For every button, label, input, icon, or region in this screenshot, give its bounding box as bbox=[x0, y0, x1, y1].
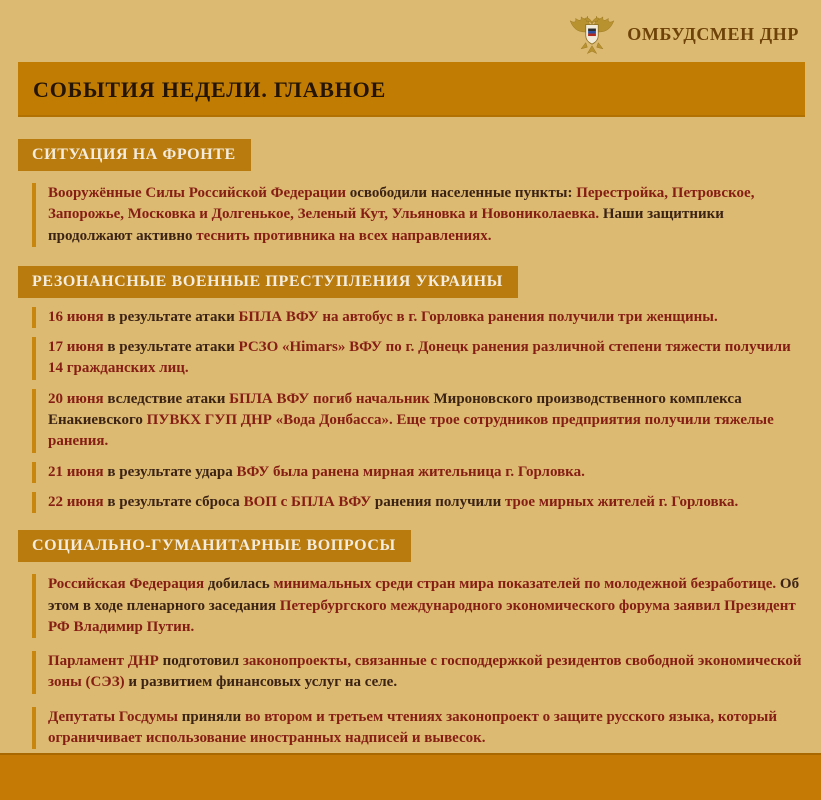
social-paragraph bbox=[32, 707, 807, 750]
dnr-eagle-emblem-icon bbox=[567, 10, 617, 58]
social-paragraph bbox=[32, 651, 807, 694]
text-segment: ВФУ была ранена мирная жительница г. Горловка. bbox=[236, 463, 585, 480]
text-segment: ПУВКХ ГУП ДНР «Вода Донбасса». Еще трое сотрудников предприятия получили тяжелые ранения. bbox=[48, 412, 774, 450]
crimes-list-item bbox=[32, 462, 807, 483]
text-segment: БПЛА ВФУ погиб начальник bbox=[229, 390, 434, 407]
text-segment: Мироновского производственного комплекса Енакиевского bbox=[48, 390, 742, 429]
text-segment: Депутаты Госдумы bbox=[48, 708, 182, 725]
text-segment: в результате удара bbox=[107, 463, 237, 480]
text-segment: Российская Федерация bbox=[48, 576, 208, 593]
text-segment: ранения получили bbox=[374, 493, 505, 510]
social-paragraph bbox=[32, 574, 807, 638]
footer-bar bbox=[0, 753, 821, 800]
text-segment: ВОП с БПЛА ВФУ bbox=[243, 493, 375, 510]
text-segment: в результате атаки bbox=[107, 308, 239, 325]
text-segment: Об этом в ходе пленарного заседания bbox=[48, 576, 800, 614]
text-segment: 21 июня bbox=[48, 463, 108, 480]
text-segment: РСЗО «Himars» ВФУ по г. Донецк ранения различной степени тяжести получили 14 гражданских лиц. bbox=[48, 339, 791, 377]
text-segment: минимальных среди стран мира показателей по молодежной безработице. bbox=[273, 576, 780, 593]
text-segment: подготовил bbox=[162, 653, 243, 670]
section-front-situation bbox=[0, 117, 821, 247]
text-segment: в результате сброса bbox=[107, 493, 244, 510]
page-title: СОБЫТИЯ НЕДЕЛИ. ГЛАВНОЕ bbox=[33, 76, 387, 102]
text-segment: БПЛА ВФУ на автобус в г. Горловка ранения получили три женщины. bbox=[238, 308, 718, 325]
crimes-list-item bbox=[32, 337, 807, 380]
crimes-list-item bbox=[32, 389, 807, 453]
text-segment: Наши защитники продолжают активно bbox=[48, 206, 724, 244]
crimes-list bbox=[0, 307, 821, 513]
text-segment: Вооружённые Силы Российской Федерации bbox=[48, 185, 350, 201]
crimes-section-heading: РЕЗОНАНСНЫЕ ВОЕННЫЕ ПРЕСТУПЛЕНИЯ УКРАИНЫ bbox=[18, 266, 518, 298]
section-war-crimes bbox=[0, 247, 821, 513]
text-segment: вследствие атаки bbox=[107, 390, 230, 407]
social-section-heading: СОЦИАЛЬНО-ГУМАНИТАРНЫЕ ВОПРОСЫ bbox=[18, 530, 411, 562]
text-segment: добилась bbox=[207, 576, 274, 593]
text-segment: и развитием финансовых услуг на селе. bbox=[128, 674, 398, 691]
text-segment: 16 июня bbox=[48, 308, 108, 325]
front-situation-paragraph bbox=[32, 183, 807, 247]
front-section-heading: СИТУАЦИЯ НА ФРОНТЕ bbox=[18, 139, 251, 171]
text-segment: Парламент ДНР bbox=[48, 653, 163, 670]
text-segment: освободили населенные пункты: bbox=[349, 185, 577, 201]
text-segment: 17 июня bbox=[48, 339, 108, 356]
main-title-banner bbox=[18, 62, 805, 117]
text-segment: 22 июня bbox=[48, 493, 108, 510]
crimes-list-item bbox=[32, 492, 807, 513]
text-segment: Перестройка, Петровское, Запорожье, Московка и Долгенькое, Зеленый Кут, Ульяновка и Новониколаевка. bbox=[48, 185, 755, 223]
text-segment: законопроекты, связанные с господдержкой резидентов свободной экономической зоны (СЭЗ) bbox=[48, 653, 802, 691]
text-segment: в результате атаки bbox=[107, 339, 239, 356]
text-segment: 20 июня bbox=[48, 390, 108, 407]
text-segment: трое мирных жителей г. Горловка. bbox=[505, 493, 739, 510]
crimes-list-item bbox=[32, 307, 807, 328]
text-segment: Петербургского международного экономического форума заявил Президент РФ Владимир Путин. bbox=[48, 597, 796, 635]
brand-title: ОМБУДСМЕН ДНР bbox=[627, 23, 799, 44]
section-social-humanitarian bbox=[0, 513, 821, 749]
text-segment: приняли bbox=[181, 708, 245, 725]
text-segment: во втором и третьем чтениях законопроект о защите русского языка, который ограничивает использование иностранных надписей и вывесок. bbox=[48, 708, 778, 747]
header bbox=[0, 0, 821, 62]
text-segment: теснить противника на всех направлениях. bbox=[196, 227, 492, 244]
